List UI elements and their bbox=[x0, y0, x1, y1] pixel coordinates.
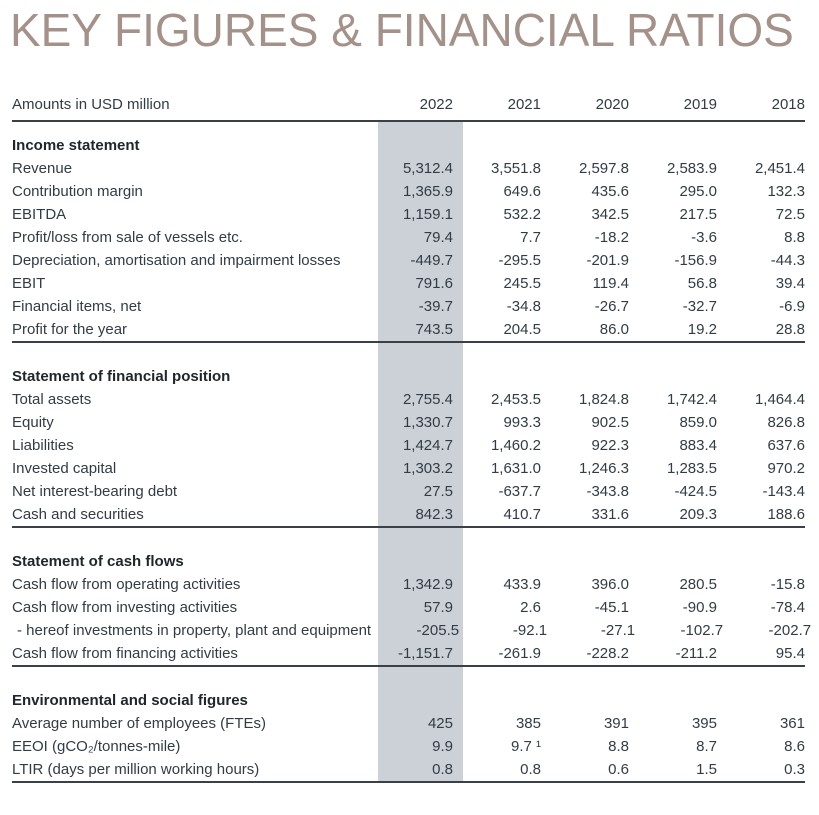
row-value-2022: 57.9 bbox=[423, 599, 453, 616]
table-row bbox=[12, 388, 805, 411]
table-section bbox=[12, 365, 805, 528]
row-value-2021: 410.7 bbox=[503, 506, 541, 523]
row-value-2020: -201.9 bbox=[586, 252, 629, 269]
row-label: Cash and securities bbox=[12, 506, 144, 523]
row-value-2021: 204.5 bbox=[503, 321, 541, 338]
row-value-2019: 8.7 bbox=[696, 738, 717, 755]
row-value-2019: 295.0 bbox=[679, 183, 717, 200]
row-value-2021: -637.7 bbox=[498, 483, 541, 500]
row-value-2019: -156.9 bbox=[674, 252, 717, 269]
row-value-2020: 391 bbox=[603, 715, 629, 732]
row-label: Revenue bbox=[12, 160, 73, 177]
row-value-2020: 1,824.8 bbox=[578, 391, 629, 408]
row-value-2019: 2,583.9 bbox=[666, 160, 717, 177]
row-value-2021: 532.2 bbox=[503, 206, 541, 223]
row-value-2018: 72.5 bbox=[775, 206, 805, 223]
row-value-2021: 1,631.0 bbox=[490, 460, 541, 477]
row-label: Cash flow from operating activities bbox=[12, 576, 241, 593]
row-label: Financial items, net bbox=[12, 298, 142, 315]
section-divider bbox=[12, 781, 805, 783]
year-column-2020: 2020 bbox=[595, 96, 629, 113]
row-value-2022: -449.7 bbox=[410, 252, 453, 269]
row-value-2020: -27.1 bbox=[600, 622, 636, 639]
row-label: EBIT bbox=[12, 275, 46, 292]
units-label: Amounts in USD million bbox=[12, 96, 170, 113]
row-value-2021: 385 bbox=[515, 715, 541, 732]
row-value-2021: -261.9 bbox=[498, 645, 541, 662]
table-row bbox=[12, 203, 805, 226]
section-title-row bbox=[12, 134, 805, 157]
row-value-2018: -78.4 bbox=[770, 599, 805, 616]
row-label: Cash flow from financing activities bbox=[12, 645, 238, 662]
row-value-2022: 1,159.1 bbox=[402, 206, 453, 223]
row-value-2022: 743.5 bbox=[415, 321, 453, 338]
row-value-2022: 2,755.4 bbox=[402, 391, 453, 408]
row-value-2018: -44.3 bbox=[770, 252, 805, 269]
row-value-2020: 922.3 bbox=[591, 437, 629, 454]
row-value-2019: 859.0 bbox=[679, 414, 717, 431]
table-row bbox=[12, 619, 812, 642]
row-value-2019: -424.5 bbox=[674, 483, 717, 500]
row-value-2022: 9.9 bbox=[432, 738, 453, 755]
row-value-2019: 883.4 bbox=[679, 437, 717, 454]
row-value-2018: 826.8 bbox=[767, 414, 805, 431]
row-value-2020: 396.0 bbox=[591, 576, 629, 593]
page-title: KEY FIGURES & FINANCIAL RATIOS bbox=[10, 4, 794, 56]
table-row bbox=[12, 272, 805, 295]
row-value-2022: 1,330.7 bbox=[402, 414, 453, 431]
row-value-2019: 1,742.4 bbox=[666, 391, 717, 408]
row-value-2018: 188.6 bbox=[767, 506, 805, 523]
row-value-2018: 95.4 bbox=[775, 645, 805, 662]
key-figures-table bbox=[12, 88, 812, 783]
table-row bbox=[12, 157, 805, 180]
row-value-2018: 970.2 bbox=[767, 460, 805, 477]
row-value-2020: 435.6 bbox=[591, 183, 629, 200]
row-value-2020: 8.8 bbox=[608, 738, 629, 755]
section-title-row bbox=[12, 689, 805, 712]
row-value-2018: 2,451.4 bbox=[754, 160, 805, 177]
table-row bbox=[12, 596, 805, 619]
row-value-2022: 842.3 bbox=[415, 506, 453, 523]
row-value-2022: 425 bbox=[427, 715, 453, 732]
row-value-2019: 209.3 bbox=[679, 506, 717, 523]
row-label: Liabilities bbox=[12, 437, 74, 454]
row-value-2022: 791.6 bbox=[415, 275, 453, 292]
row-value-2020: 2,597.8 bbox=[578, 160, 629, 177]
row-value-2021: -295.5 bbox=[498, 252, 541, 269]
table-row bbox=[12, 642, 805, 665]
table-row bbox=[12, 735, 805, 758]
year-column-2021: 2021 bbox=[507, 96, 541, 113]
row-label: Invested capital bbox=[12, 460, 117, 477]
table-row bbox=[12, 226, 805, 249]
row-label: - hereof investments in property, plant and equipment bbox=[17, 622, 372, 639]
table-row bbox=[12, 411, 805, 434]
row-value-2018: 8.8 bbox=[784, 229, 805, 246]
row-value-2022: 27.5 bbox=[423, 483, 453, 500]
row-value-2020: -343.8 bbox=[586, 483, 629, 500]
row-value-2019: 56.8 bbox=[687, 275, 717, 292]
row-value-2020: -45.1 bbox=[594, 599, 629, 616]
table-row bbox=[12, 180, 805, 203]
row-value-2018: 28.8 bbox=[775, 321, 805, 338]
table-row bbox=[12, 503, 805, 526]
row-value-2021: 9.7 ¹ bbox=[510, 738, 541, 755]
header-divider bbox=[12, 120, 805, 122]
table-row bbox=[12, 249, 805, 272]
section-divider bbox=[12, 526, 805, 528]
row-value-2021: 2.6 bbox=[520, 599, 541, 616]
table-row bbox=[12, 295, 805, 318]
year-column-2019: 2019 bbox=[683, 96, 717, 113]
row-value-2019: 280.5 bbox=[679, 576, 717, 593]
table-header-row bbox=[12, 88, 805, 120]
row-value-2021: 245.5 bbox=[503, 275, 541, 292]
row-value-2019: 217.5 bbox=[679, 206, 717, 223]
row-value-2022: -1,151.7 bbox=[397, 645, 453, 662]
row-value-2021: -34.8 bbox=[506, 298, 541, 315]
row-label: EEOI (gCO₂/tonnes-mile) bbox=[12, 738, 181, 755]
section-title: Statement of financial position bbox=[12, 368, 231, 385]
row-value-2019: -32.7 bbox=[682, 298, 717, 315]
row-value-2018: 39.4 bbox=[775, 275, 805, 292]
table-section bbox=[12, 689, 805, 783]
row-value-2022: -39.7 bbox=[418, 298, 453, 315]
row-value-2018: 132.3 bbox=[767, 183, 805, 200]
section-title-row bbox=[12, 550, 805, 573]
section-divider bbox=[12, 341, 805, 343]
row-value-2021: 1,460.2 bbox=[490, 437, 541, 454]
section-title: Environmental and social figures bbox=[12, 692, 248, 709]
row-value-2021: 993.3 bbox=[503, 414, 541, 431]
row-label: EBITDA bbox=[12, 206, 67, 223]
row-value-2020: 1,246.3 bbox=[578, 460, 629, 477]
row-value-2020: 119.4 bbox=[592, 275, 629, 292]
row-value-2021: 2,453.5 bbox=[490, 391, 541, 408]
row-value-2021: 7.7 bbox=[520, 229, 541, 246]
row-value-2018: -202.7 bbox=[768, 622, 812, 639]
row-value-2018: -6.9 bbox=[779, 298, 805, 315]
section-title: Income statement bbox=[12, 137, 140, 154]
row-label: Average number of employees (FTEs) bbox=[12, 715, 266, 732]
row-value-2021: 433.9 bbox=[503, 576, 541, 593]
row-label: LTIR (days per million working hours) bbox=[12, 761, 260, 778]
row-value-2022: 79.4 bbox=[423, 229, 453, 246]
row-value-2022: 1,424.7 bbox=[402, 437, 453, 454]
row-value-2020: -18.2 bbox=[594, 229, 629, 246]
row-value-2020: 342.5 bbox=[591, 206, 629, 223]
row-value-2018: -15.8 bbox=[770, 576, 805, 593]
row-value-2022: 1,342.9 bbox=[402, 576, 453, 593]
row-value-2021: 3,551.8 bbox=[490, 160, 541, 177]
year-column-2022: 2022 bbox=[419, 96, 453, 113]
row-value-2019: -3.6 bbox=[691, 229, 717, 246]
row-label: Contribution margin bbox=[12, 183, 143, 200]
section-title-row bbox=[12, 365, 805, 388]
row-value-2019: -90.9 bbox=[682, 599, 717, 616]
year-column-2018: 2018 bbox=[771, 96, 805, 113]
row-value-2019: 1,283.5 bbox=[666, 460, 717, 477]
row-value-2020: 86.0 bbox=[599, 321, 629, 338]
row-value-2019: 395 bbox=[691, 715, 717, 732]
row-label: Equity bbox=[12, 414, 54, 431]
row-value-2019: 19.2 bbox=[687, 321, 717, 338]
row-value-2022: 1,303.2 bbox=[402, 460, 453, 477]
table-row bbox=[12, 712, 805, 735]
table-row bbox=[12, 434, 805, 457]
row-label: Cash flow from investing activities bbox=[12, 599, 238, 616]
row-value-2021: -92.1 bbox=[512, 622, 548, 639]
row-value-2020: 902.5 bbox=[591, 414, 629, 431]
section-title: Statement of cash flows bbox=[12, 553, 184, 570]
row-label: Total assets bbox=[12, 391, 92, 408]
row-value-2022: 5,312.4 bbox=[402, 160, 453, 177]
row-value-2020: 0.6 bbox=[608, 761, 629, 778]
row-value-2019: -102.7 bbox=[680, 622, 724, 639]
row-label: Net interest-bearing debt bbox=[12, 483, 178, 500]
section-divider bbox=[12, 665, 805, 667]
row-label: Profit for the year bbox=[12, 321, 128, 338]
row-value-2018: 1,464.4 bbox=[754, 391, 805, 408]
row-value-2018: 637.6 bbox=[767, 437, 805, 454]
row-value-2018: 361 bbox=[779, 715, 805, 732]
table-row bbox=[12, 318, 805, 341]
table-row bbox=[12, 480, 805, 503]
table-section bbox=[12, 550, 812, 667]
row-value-2022: -205.5 bbox=[416, 622, 460, 639]
row-value-2020: -228.2 bbox=[586, 645, 629, 662]
row-value-2021: 649.6 bbox=[503, 183, 541, 200]
row-value-2021: 0.8 bbox=[520, 761, 541, 778]
row-value-2020: 331.6 bbox=[591, 506, 629, 523]
table-row bbox=[12, 758, 805, 781]
row-value-2018: -143.4 bbox=[762, 483, 805, 500]
row-value-2020: -26.7 bbox=[594, 298, 629, 315]
table-sections bbox=[12, 134, 812, 783]
row-value-2019: 1.5 bbox=[696, 761, 717, 778]
row-label: Depreciation, amortisation and impairment losses bbox=[12, 252, 341, 269]
table-row bbox=[12, 573, 805, 596]
row-value-2022: 1,365.9 bbox=[402, 183, 453, 200]
row-value-2018: 0.3 bbox=[784, 761, 805, 778]
row-label: Profit/loss from sale of vessels etc. bbox=[12, 229, 243, 246]
row-value-2019: -211.2 bbox=[675, 645, 717, 662]
table-section bbox=[12, 134, 805, 343]
row-value-2022: 0.8 bbox=[432, 761, 453, 778]
row-value-2018: 8.6 bbox=[784, 738, 805, 755]
table-row bbox=[12, 457, 805, 480]
